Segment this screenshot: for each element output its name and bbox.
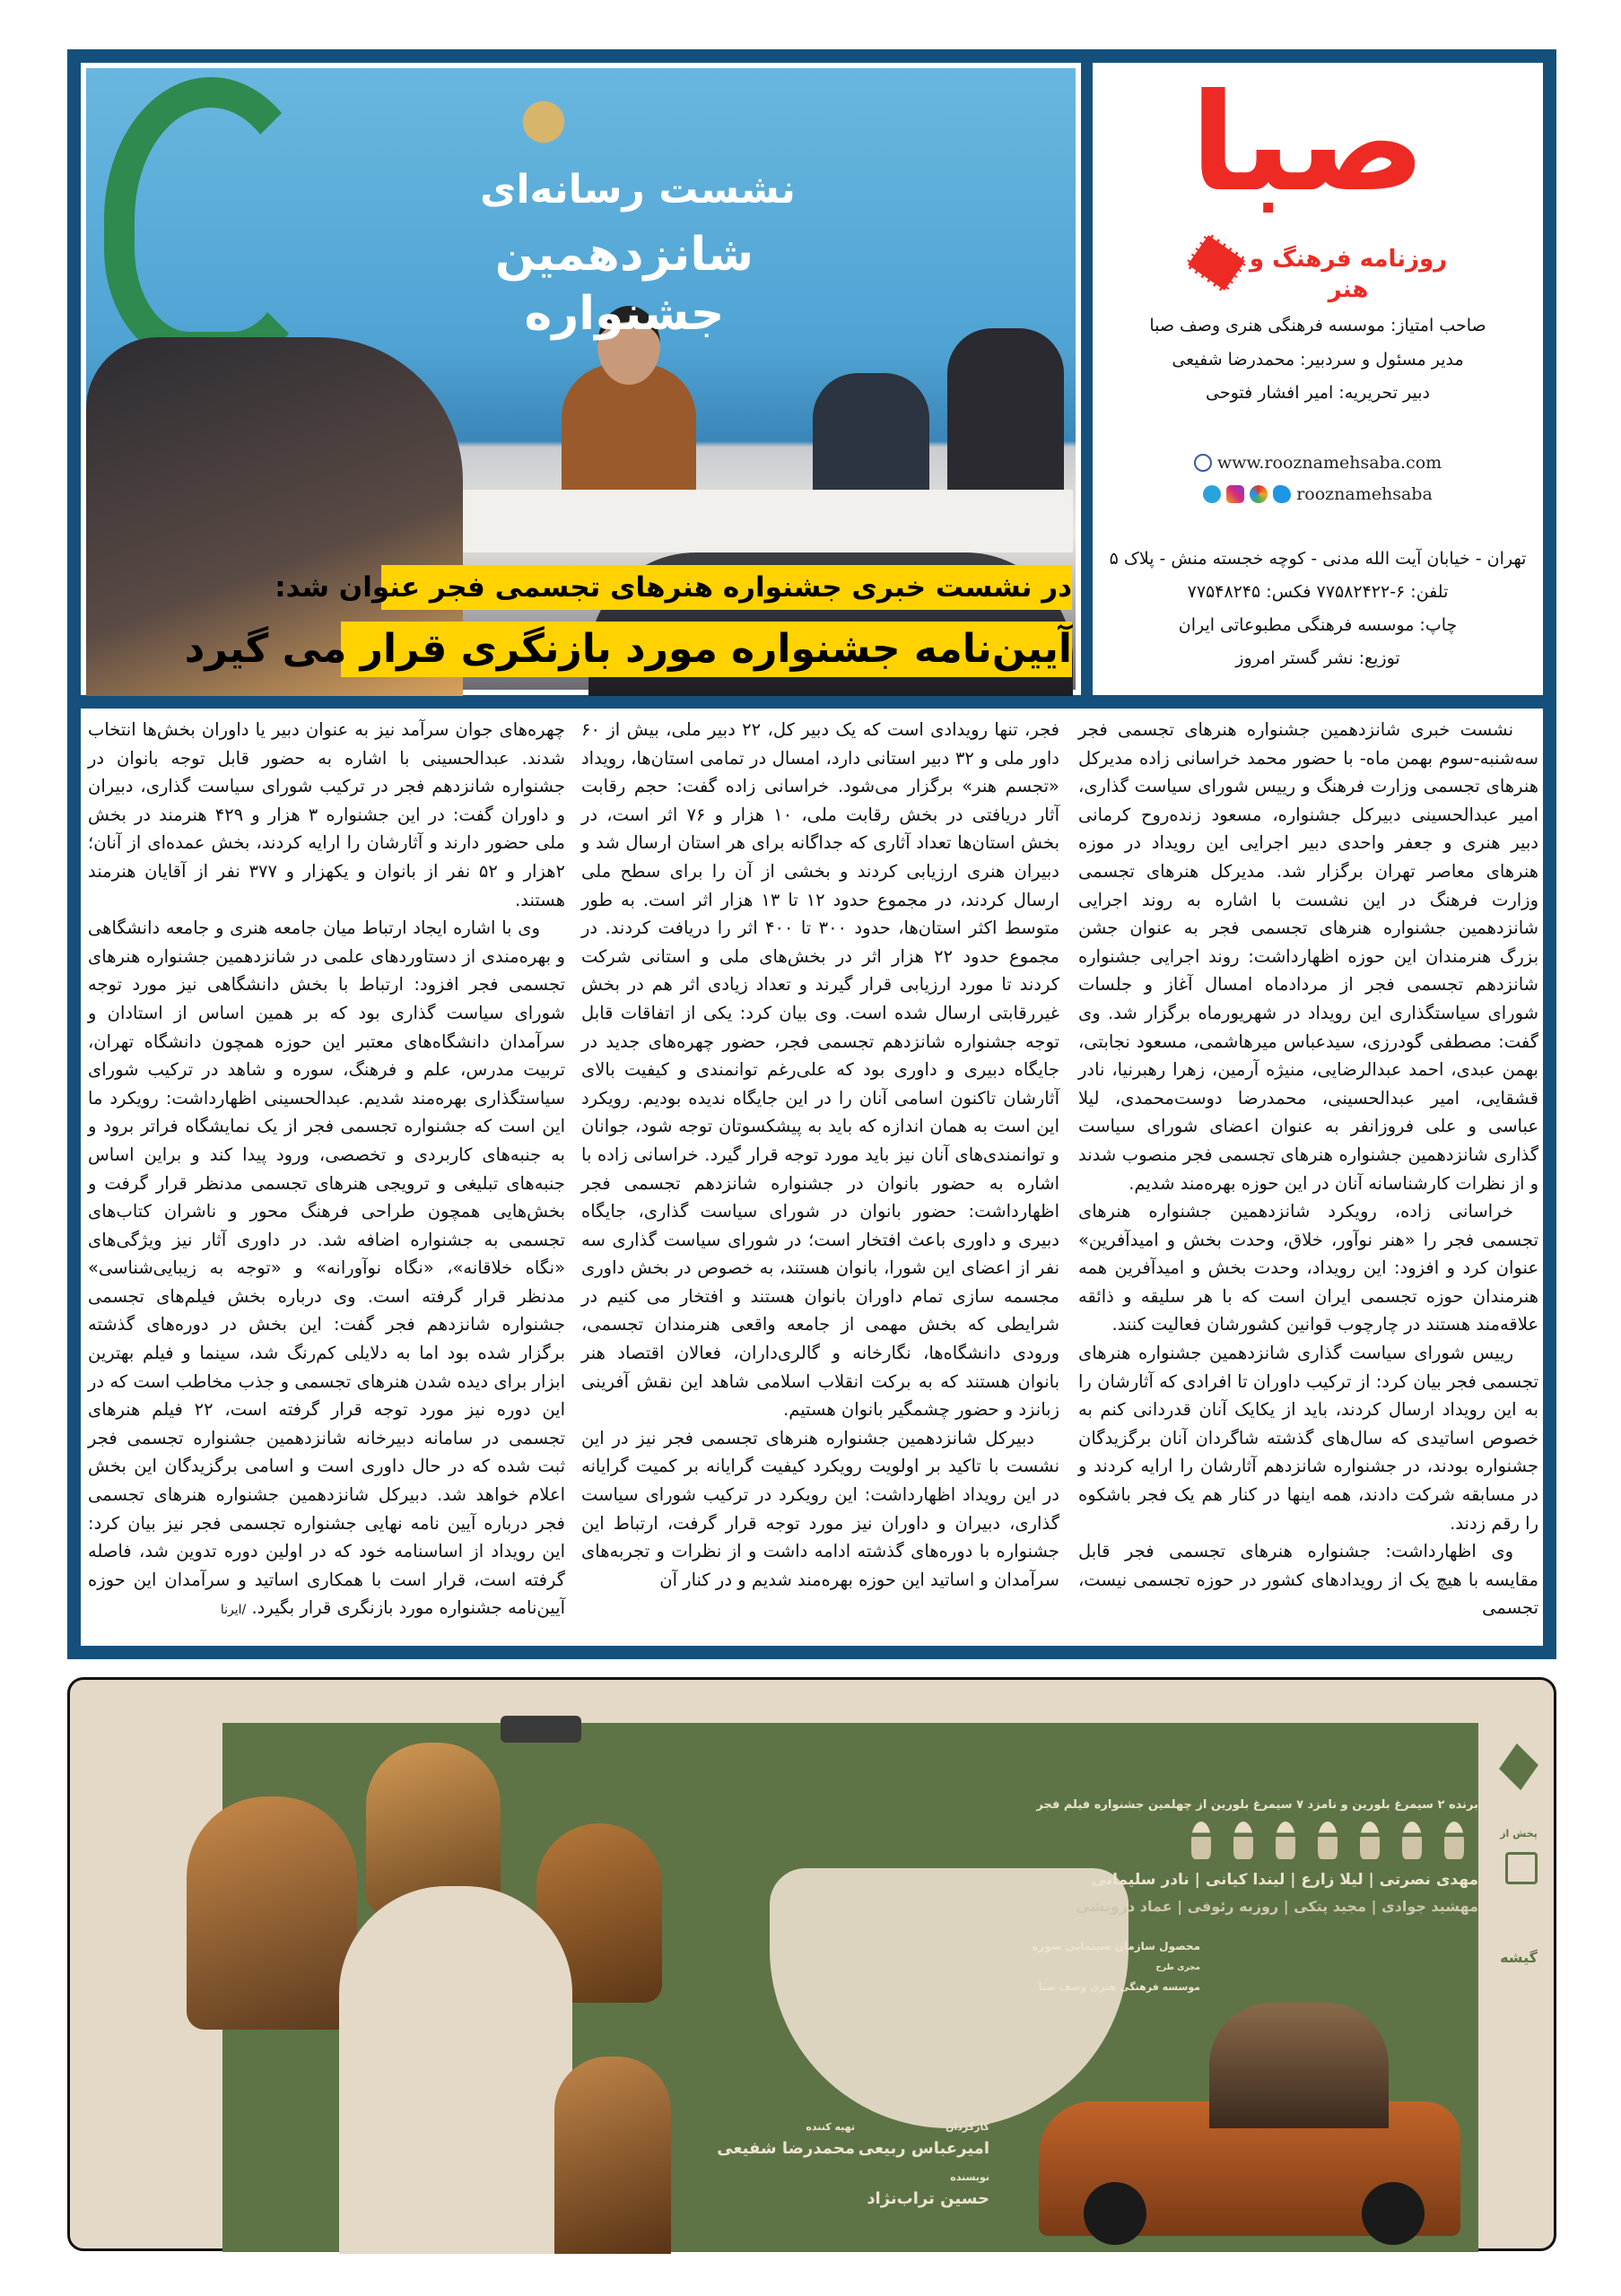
printer: چاپ: موسسه فرهنگی مطبوعاتی ایران [1178,615,1458,635]
producer-label: تهیه کننده [806,2121,855,2133]
instagram-icon[interactable] [1226,485,1244,503]
headline-kicker: در نشست خبری جشنواره هنرهای تجسمی فجر عنوان شد: [381,565,1072,610]
distribution-label: پخش از [1500,1828,1538,1839]
aparat-icon[interactable] [1250,485,1268,503]
festival-swirl-graphic [104,77,318,362]
globe-icon [1194,454,1212,472]
social-handle[interactable]: rooznamehsaba [1296,484,1433,504]
paragraph: دبیرکل شانزدهمین جشنواره هنرهای تجسمی فجر نیز در این نشست با تاکید بر اولویت رویکرد کیفیت گرایانه بر کمیت گرایانه در این رویداد اظهارداشت: این رویکرد در ترکیب شورای سیاست گذاری، دبیران و داوران نیز مورد توجه قرار گرفت، ارتباط این جشنواره با دوره‌های گذشته ادامه داشت و از نظرات و تجربه‌های سرآمدان و اساتید این حوزه بهره‌مند شدیم و در کنار آن [581,1427,1059,1590]
website-row [1093,451,1543,474]
paragraph: چهره‌های جوان سرآمد نیز به عنوان دبیر یا داوران بخش‌ها انتخاب شدند. عبدالحسینی با اشاره به حضور قابل توجه بانوان در جشنواره شانزدهم فجر در ترکیب شورای سیاست گذاری، دبیران و داوران گفت: در این جشنواره ۳ هزار و ۴۲۹ هنرمند در بخش ملی حضور دارند و آثارشان را ارایه کردند، بخش عمده‌ای از آنان؛ ۲هزار و ۵۲ نفر از بانوان و یکهزار و ۳۷۷ نفر از آقایان هنرمند هستند. [88,719,565,910]
producer-name: محمدرضا شفیعی [717,2139,855,2158]
simorgh-icon [1233,1822,1253,1859]
gisheh-logo: گیشه [1500,1949,1538,1966]
director-name: امیرعباس ربیعی [858,2139,989,2158]
simorgh-icon [1318,1822,1338,1859]
logo-tagline: روزنامه فرهنگ و هنر [1249,246,1448,303]
news-source: /ایرنا [220,1603,247,1618]
press-conference-photo [81,63,1081,695]
gun-icon [501,1716,581,1743]
paragraph: فجر، تنها رویدادی است که یک دبیر کل، ۲۲ دبیر ملی، بیش از ۶۰ داور ملی و ۳۲ دبیر استانی دارد، امسال در تمامی استان‌ها، رویداد «تجسم هنر» برگزار می‌شود. خراسانی زاده گفت: حجم رقابت آثار دریافتی در بخش رقابت ملی، ۱۰ هزار و ۷۶ اثر است، در بخش استان‌ها تعداد آثاری که جداگانه برای هر استان ارسال شد و دبیران هنری ارزیابی کردند و بخشی از آن را برای سطح ملی ارسال کردند، در مجموع حدود ۱۲ تا ۱۳ هزار اثر است. به طور متوسط اکثر استان‌ها، حدود ۳۰۰ تا ۴۰۰ اثر را دریافت کردند. در مجموع حدود ۲۲ هزار اثر در بخش‌های ملی و استانی شرکت کردند تا مورد ارزیابی قرار گیرند و تعداد زیادی اثر هم در بخش غیررقابتی ارسال شده است. وی بیان کرد: یکی از اتفاقات قابل توجه جشنواره شانزدهم تجسمی فجر، حضور چهره‌های جدید در جایگاه دبیری و داوری بود که علی‌رغم توانمندی و کیفیت بالای آثارشان تاکنون اسامی آنان را در این جایگاه ندیده بودیم. رویکرد این است به همان اندازه که باید به پیشکسوتان توجه شود، جوانان و توانمندی‌های آنان نیز باید مورد توجه قرار گیرد. خراسانی زاده با اشاره به حضور بانوان در جشنواره شانزدهم تجسمی فجر اظهارداشت: حضور بانوان در شورای سیاست گذاری، جایگاه دبیری و داوری باعث افتخار است؛ در شورای سیاست گذاری سه نفر از اعضای این شورا، بانوان هستند، به خصوص در بخش داوری مجسمه سازی تمام داوران بانوان هستند و افتخار می کنیم در شرایطی که بخش مهمی از جامعه واقعی هنرمندان تجسمی، ورودی دانشگاه‌ها، نگارخانه و گالری‌داران، فعالان اقتصاد هنر بانوان هستند که به برکت انقلاب اسلامی شاهد این نقش آفرینی زبانزد و حضور چشمگیر بانوان هستیم. [581,719,1060,1421]
simorgh-icon [1191,1822,1211,1859]
cast-line-2: مهشید جوادی | مجید پتکی | روزبه رئوفی | عماد درویشی [1076,1898,1478,1915]
distributor: توزیع: نشر گستر امروز [1235,648,1400,668]
executor-label: مجری طرح [1155,1963,1200,1972]
twitter-icon[interactable] [1273,485,1291,503]
character-silhouette [339,1886,572,2254]
simorgh-icon [1276,1822,1295,1859]
car-wheel [1362,2182,1425,2245]
character-man-glasses [187,1796,357,2030]
conference-table [391,490,1073,552]
paragraph: خراسانی زاده، رویکرد شانزدهمین جشنواره هنرهای تجسمی فجر را «هنر نوآور، خلاق، وحدت بخش و امیدآفرین» عنوان کرد و افزود: این رویداد، وحدت بخش و امیدآفرین همه هنرمندان حوزه تجسمی ایران است که با هر سلیقه و ذائقه علاقه‌مند هستند در چارچوب قوانین کشورشان فعالیت کنند. [1078,1201,1538,1335]
simorgh-icon [1402,1822,1422,1859]
chief-editor: دبیر تحریریه: امیر افشار فتوحی [1206,383,1430,403]
car-wheel [1084,2182,1146,2245]
production-company: محصول سازمان سینمایی سوره [1032,1940,1200,1952]
banner-line1: نشست رسانه‌ای [480,167,796,213]
director-label: کارگردان [946,2121,989,2133]
managing-editor: مدیر مسئول و سردبیر: محمدرضا شفیعی [1172,350,1464,370]
paragraph-text: وی با اشاره ایجاد ارتباط میان جامعه هنری و جامعه دانشگاهی و بهره‌مندی از دستاوردهای علمی در شانزدهمین جشنواره هنرهای تجسمی فجر افزود: ارتباط با بخش دانشگاهی نیز مورد توجه شورای سیاست گذاری بود که بر همین اساس از استادان و سرآمدان دانشگاه‌های معتبر این حوزه همچون دانشگاه تهران، تربیت مدرس، علم و فرهنگ، سوره و شاهد در ترکیب شورای سیاستگذاری بهره‌مند شدیم. عبدالحسینی اظهارداشت: رویکرد ما این است که جشنواره تجسمی فجر از یک نمایشگاه فراتر برود و به جنبه‌های کاربردی و تخصصی، ورود پیدا کند و براین اساس جنبه‌های تبلیغی و ترویجی هنرهای تجسمی مدنظر قرار گرفت و بخش‌هایی همچون طراحی فرهنگ محور و ناشران کتاب‌های تجسمی به جشنواره اضافه شد. در داوری آثار نیز ویژگی‌های «نگاه خلاقانه»، «نگاه نوآورانه» و «توجه به زیبایی‌شناسی» مدنظر قرار گرفته است. وی درباره بخش فیلم‌های تجسمی جشنواره شانزدهم فجر گفت: این بخش در دوره‌های گذشته برگزار شده بود اما به دلایلی کم‌رنگ شد، سینما و فیلم بهترین ابزار برای دیده شدن هنرهای تجسمی و جذب مخاطب است که در این دوره نیز مورد توجه قرار گرفته است، ۲۲ فیلم هنرهای تجسمی در سامانه دبیرخانه شانزدهمین جشنواره تجسمی فجر ثبت شده که در حال داوری است و اسامی برگزیدگان این بخش اعلام خواهد شد. دبیرکل شانزدهمین جشنواره هنرهای تجسمی فجر درباره آیین نامه نهایی جشنواره تجسمی فجر نیز بیان کرد: این رویداد از اساسنامه خود که در اولین دوره تدوین شد، فاصله گرفته است، قرار است با همکاری اساتید و سرآمدان این حوزه آیین‌نامه جشنواره مورد بازنگری قرار بگیرد. [88,918,566,1619]
executor: موسسه فرهنگی هنری وصف صبا [1038,1981,1200,1993]
article-column-3 [88,716,565,1644]
distributor-logo-icon [1505,1852,1538,1884]
simorgh-icon [1444,1822,1464,1859]
address: تهران - خیابان آیت الله مدنی - کوچه خجسته منش - پلاک ۵ [1109,549,1527,569]
license-holder: صاحب امتیاز: موسسه فرهنگی هنری وصف صبا [1149,316,1486,335]
masthead [1093,63,1543,695]
writer-label: نویسنده [950,2171,989,2183]
film-poster [67,1677,1556,2251]
article-column-1 [1078,716,1538,1644]
telegram-icon[interactable] [1203,485,1221,503]
banner-line2: شانزدهمین جشنواره [494,228,754,341]
social-row [1093,483,1543,506]
article-body [81,709,1543,1646]
paragraph: وی اظهارداشت: جشنواره هنرهای تجسمی فجر قابل مقایسه با هیچ یک از رویدادهای کشور در حوزه تجسمی نیست، تجسمی [1078,1541,1538,1619]
tree-logo-icon [508,86,580,158]
paragraph: نشست خبری شانزدهمین جشنواره هنرهای تجسمی فجر سه‌شنبه-سوم بهمن ماه- با حضور محمد خراسانی زاده مدیرکل هنرهای تجسمی وزارت فرهنگ و رییس شورای سیاست گذاری، امیر عبدالحسینی دبیرکل جشنواره، مسعود زنده‌روح کرمانی دبیر هنری و جعفر واحدی دبیر اجرایی این رویداد در موزه هنرهای معاصر تهران برگزار شد. مدیرکل هنرهای تجسمی وزارت فرهنگ در این نشست با اشاره به روند اجرایی شانزدهمین جشنواره هنرهای تجسمی فجر به عنوان جشن بزرگ هنرمندان این حوزه اظهارداشت: روند اجرایی جشنواره شانزدهم تجسمی فجر از مردادماه امسال آغاز و جلسات شورای سیاستگذاری این رویداد در شهریورماه برگزار شد. وی گفت: مصطفی گودرزی، سیدعباس میرهاشمی، مسعود نجابتی، بهمن عبدی، احمد عبدالرضایی، منیژه آرمین، زهرا رهبرنیا، نادر قشقایی، امیر عبدالحسینی، محمدرضا دوست‌محمدی، لیلا عباسی و علی فروزانفر به عنوان اعضای شورای سیاست گذاری شانزدهمین جشنواره هنرهای تجسمی فجر منصوب شدند و از نظرات کارشناسانه آنان در این حوزه بهره‌مند شدیم. [1078,719,1538,1194]
article-column-2 [581,716,1059,1644]
simorgh-award-icons [1191,1822,1478,1866]
paragraph: رییس شورای سیاست گذاری شانزدهمین جشنواره هنرهای تجسمی فجر بیان کرد: از ترکیب داوران تا افرادی که آثارشان را به این رویداد ارسال کردند، باید از یکایک آنان قدردانی کنم به خصوص اساتیدی که سال‌های گذشته شاگردان آنان برگزیدگان جشنواره بودند، در جشنواره شانزدهم آثارشان را ارایه کردند و در مسابقه شرکت دادند، همه اینها در کنار هم یک فجر باشکوه را رقم زدند. [1078,1343,1538,1534]
writer-name: حسین تراب‌نژاد [867,2189,989,2208]
character-woman-bottom [554,2057,671,2254]
cast-line-1: مهدی نصرتی | لیلا زارع | لیندا کیانی | نادر سلیمانی [1091,1871,1478,1889]
headline-title: آیین‌نامه جشنواره مورد بازنگری قرار می گیرد [341,622,1072,677]
simorgh-icon [1360,1822,1380,1859]
saba-logo: صبا [1190,65,1426,222]
paragraph [88,914,565,1625]
sooreh-logo-icon [1499,1744,1538,1790]
awards-line: برنده ۲ سیمرغ بلورین و نامزد ۷ سیمرغ بلورین از چهلمین جشنواره فیلم فجر [1036,1798,1478,1812]
website-link[interactable]: www.rooznamehsaba.com [1216,453,1442,473]
character-couple [1209,2003,1389,2128]
phone-fax: تلفن: ۶-۷۷۵۸۲۴۲۲ فکس: ۷۷۵۴۸۲۴۵ [1187,582,1449,602]
